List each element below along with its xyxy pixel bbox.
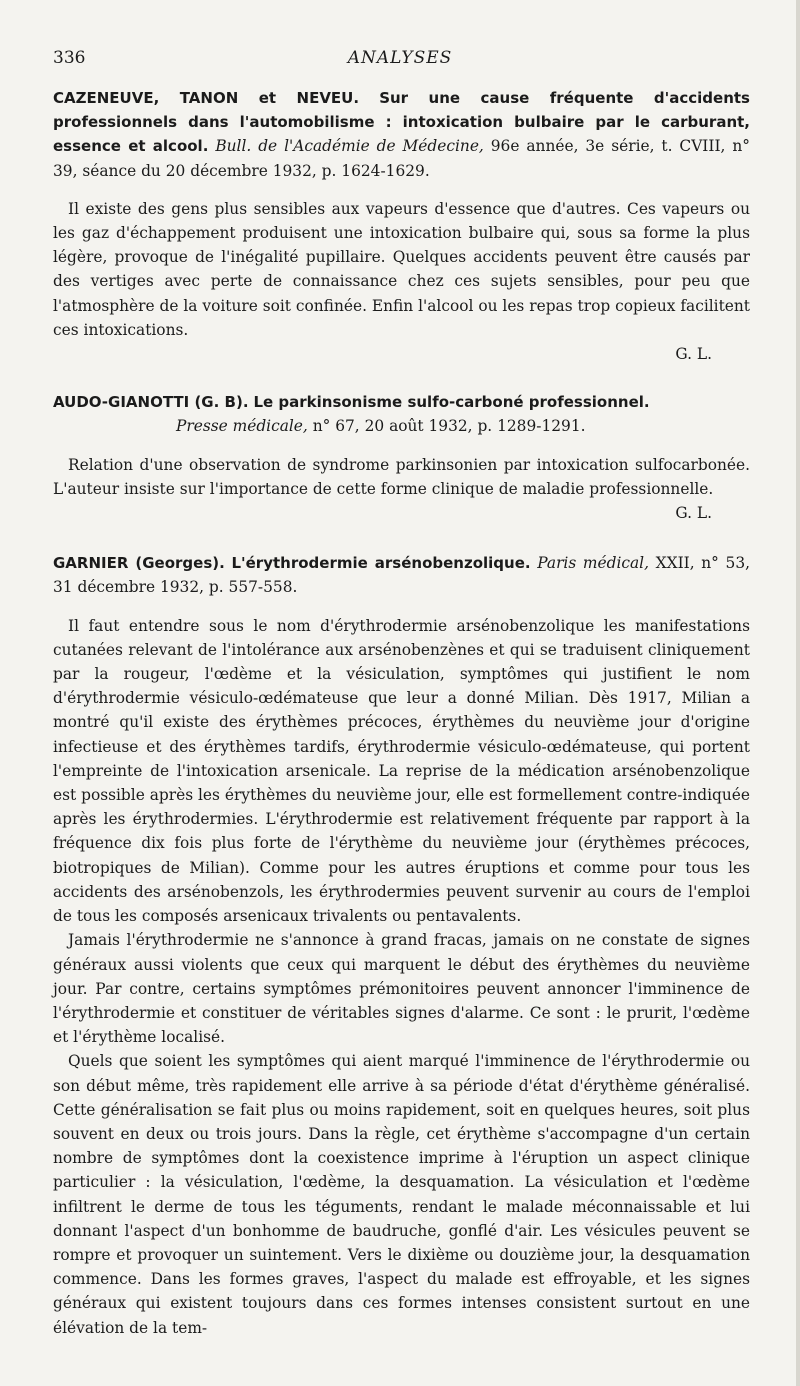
citation-title: L'érythrodermie arsénobenzolique. [231, 554, 531, 573]
citation-journal: Bull. de l'Académie de Médecine, [215, 137, 484, 156]
abstract-entry [53, 86, 750, 366]
citation-title: Le parkinsonisme sulfo-carboné professionnel. [253, 393, 650, 412]
citation-journal: Presse médicale, [176, 417, 308, 436]
citation-details: 96e année, 3e série, t. CVIII, n° 39, séance du 20 décembre 1932, p. 1624-1629. [53, 137, 750, 180]
citation-title: Sur une cause fréquente d'accidents professionnels dans l'automobilisme : intoxication bulbaire par le carburant, essence et alcool. [53, 89, 750, 156]
abstract-entry [53, 551, 750, 1340]
page-edge [796, 0, 800, 1386]
citation-authors: GARNIER (Georges). [53, 554, 225, 573]
citation [53, 390, 750, 438]
abstract-paragraph: Il faut entendre sous le nom d'érythrodermie arsénobenzolique les manifestations cutanées relevant de l'intolérance aux arsénobenzènes et qui se traduisent cliniquement par la rougeur, l'œdème et la vésiculation, symptômes qui justifient le nom d'érythrodermie vésiculo-œdémateuse que leur a donné Milian. Dès 1917, Milian a montré qu'il existe des érythèmes précoces, érythèmes du neuvième jour d'origine infectieuse et des érythèmes tardifs, érythrodermie vésiculo-œdémateuse, qui portent l'empreinte de l'intoxication arsenicale. La reprise de la médication arsénobenzolique est possible après les érythèmes du neuvième jour, elle est formellement contre-indiquée après les érythrodermies. L'érythrodermie est relativement fréquente par rapport à la fréquence dix fois plus forte de l'érythème du neuvième jour (érythèmes précoces, biotropiques de Milian). Comme pour les autres éruptions et comme pour tous les accidents des arsénobenzols, les érythrodermies peuvent survenir au cours de l'emploi de tous les composés arsenicaux trivalents ou pentavalents. [53, 616, 750, 926]
citation-authors: CAZENEUVE, TANON et NEVEU. [53, 89, 360, 107]
page-header [53, 48, 747, 74]
abstract-paragraph: Il existe des gens plus sensibles aux vapeurs d'essence que d'autres. Ces vapeurs ou les gaz d'échappement produisent une intoxication bulbaire qui, sous sa forme la plus légère, provoque de l'inégalité pupillaire. Quelques accidents peuvent être causés par des vertiges avec perte de connaissance chez ces sujets sensibles, pour peu que l'atmosphère de la voiture soit confinée. Enfin l'alcool ou les repas trop copieux facilitent ces intoxications. [53, 199, 750, 339]
abstract-text [53, 614, 750, 1340]
abstract-text [53, 197, 750, 366]
abstract-entry [53, 390, 750, 525]
abstract-paragraph: Relation d'une observation de syndrome parkinsonien par intoxication sulfocarbonée. L'auteur insiste sur l'importance de cette forme clinique de maladie professionnelle. [53, 455, 750, 498]
citation-authors: AUDO-GIANOTTI (G. B). [53, 393, 249, 412]
reviewer-signature: G. L. [675, 345, 712, 364]
abstract-paragraph: Jamais l'érythrodermie ne s'annonce à grand fracas, jamais on ne constate de signes généraux aussi violents que ceux qui marquent le début des érythèmes du neuvième jour. Par contre, certains symptômes prémonitoires peuvent annoncer l'imminence de l'érythrodermie et constituer de véritables signes d'alarme. Ce sont : le prurit, l'œdème et l'érythème localisé. [53, 931, 750, 1047]
citation-journal: Paris médical, [537, 554, 649, 573]
page-content [53, 86, 750, 1340]
reviewer-signature: G. L. [675, 504, 712, 523]
citation [53, 86, 750, 183]
abstract-paragraph: Quels que soient les symptômes qui aient marqué l'imminence de l'érythrodermie ou son début même, très rapidement elle arrive à sa période d'état d'érythème généralisé. Cette généralisation se fait plus ou moins rapidement, soit en quelques heures, soit plus souvent en deux ou trois jours. Dans la règle, cet érythème s'accompagne d'un certain nombre de symptômes dont la coexistence imprime à l'éruption un aspect clinique particulier : la vésiculation, l'œdème, la desquamation. La vésiculation et l'œdème infiltrent le derme de tous les téguments, rendant le malade méconnaissable et lui donnant l'aspect d'un bonhomme de baudruche, gonflé d'air. Les vésicules peuvent se rompre et provoquer un suintement. Vers le dixième ou douzième jour, la desquamation commence. Dans les formes graves, l'aspect du malade est effroyable, et les signes généraux qui existent toujours dans ces formes intenses consistent surtout en une élévation de la tem- [53, 1052, 750, 1337]
citation-details: XXII, n° 53, 31 décembre 1932, p. 557-558. [53, 554, 751, 597]
page-number: 336 [53, 48, 86, 68]
citation-details: n° 67, 20 août 1932, p. 1289-1291. [312, 417, 586, 436]
running-title: ANALYSES [347, 48, 453, 68]
abstract-text [53, 453, 750, 526]
citation [53, 551, 750, 599]
